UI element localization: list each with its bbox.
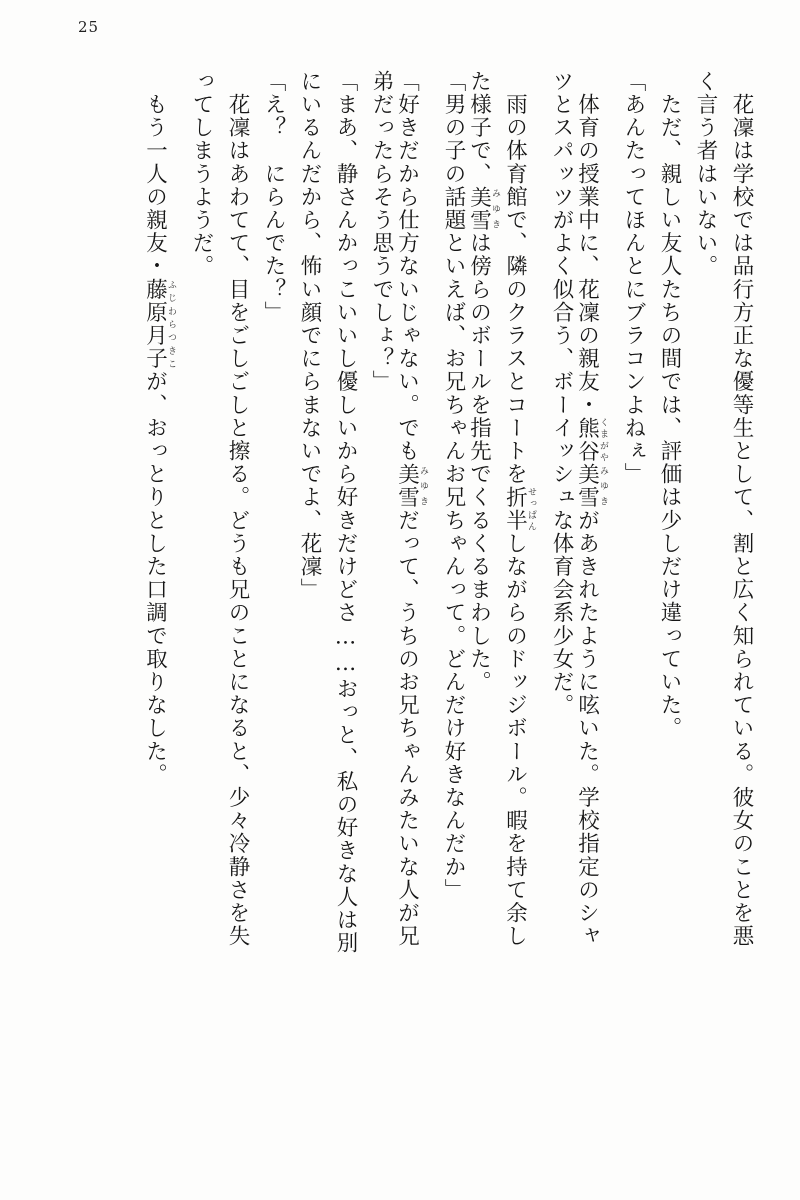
text-line: た様子で、美雪みゆきは傍らのボールを指先でくるくるまわした。 (466, 70, 500, 694)
text-line: 体育の授業中に、花凜の親友・熊谷くまがや美雪みゆきがあきれたように呟いた。学校指定のシャ (574, 70, 608, 948)
vertical-text-body (40, 70, 752, 1160)
text-line: 「え？ にらんでた？」 (261, 70, 286, 325)
text-line: 「男の子の話題といえば、お兄ちゃんお兄ちゃんって。どんだけ好きなんだか」 (441, 70, 466, 902)
text-line: 「あんたってほんとにブラコンよねぇ」 (621, 70, 646, 486)
text-line: ツとスパッツがよく似合う、ボーイッシュな体育会系少女だ。 (549, 70, 574, 717)
text-line: にいるんだから、怖い顔でにらまないでよ、花凜」 (297, 70, 322, 602)
text-line: 「好きだから仕方ないじゃない。でも美雪みゆきだって、うちのお兄ちゃんみたいな人が兄 (394, 70, 428, 948)
text-line: 花凜はあわてて、目をごしごしと擦る。どうも兄のことになると、少々冷静さを失 (225, 70, 250, 948)
text-line: 弟だったらそう思うでしょ？」 (369, 70, 394, 394)
page-number: 25 (78, 18, 100, 36)
text-line: ただ、親しい友人たちの間では、評価は少しだけ違っていた。 (657, 70, 682, 740)
text-line: 「まあ、静さんかっこいいし優しいから好きだけどさ……おっと、私の好きな人は別 (333, 70, 358, 955)
text-line: もう一人の親友・藤原月子ふじわらつきこが、おっとりとした口調で取りなした。 (142, 70, 176, 787)
text-line: 雨の体育館で、隣のクラスとコートを折半せっぱんしながらのドッジボール。暇を持て余し (502, 70, 536, 948)
text-line: く言う者はいない。 (693, 70, 718, 278)
text-line: 花凜は学校では品行方正な優等生として、割と広く知られている。彼女のことを悪 (729, 70, 754, 948)
text-line: ってしまうようだ。 (189, 70, 214, 278)
